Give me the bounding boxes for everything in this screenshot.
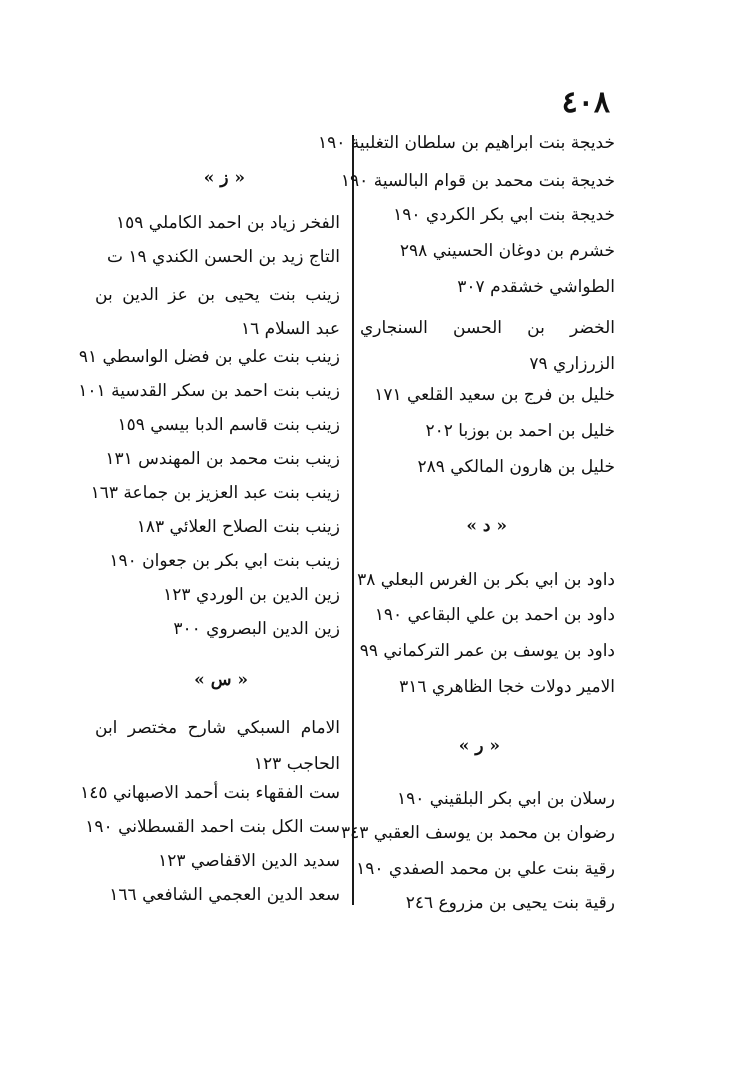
index-entry: رسلان بن ابي بكر البلقيني ١٩٠	[397, 789, 615, 809]
index-entry: داود بن ابي بكر بن الغرس البعلي ٣٨	[357, 570, 615, 590]
index-entry: زينب بنت عبد العزيز بن جماعة ١٦٣	[90, 483, 340, 503]
column-divider	[352, 135, 354, 905]
letter-heading-sin: « س »	[194, 670, 248, 690]
index-entry: زين الدين بن الوردي ١٢٣	[163, 585, 340, 605]
index-entry: داود بن يوسف بن عمر التركماني ٩٩	[359, 641, 615, 661]
index-entry: زينب بنت قاسم الدبا بيسي ١٥٩	[117, 415, 340, 435]
index-entry: زينب بنت يحيى بن عز الدين بن عبد السلام ١٦	[95, 285, 340, 339]
index-entry: خديجة بنت ابي بكر الكردي ١٩٠	[393, 205, 615, 225]
index-entry: خشرم بن دوغان الحسيني ٢٩٨	[399, 241, 615, 261]
index-entry: الخضر بن الحسن السنجاري الزرزاري ٧٩	[360, 318, 615, 374]
index-entry: خليل بن احمد بن بوزبا ٢٠٢	[425, 421, 615, 441]
index-entry: الفخر زياد بن احمد الكاملي ١٥٩	[115, 213, 340, 233]
index-entry: الطواشي خشقدم ٣٠٧	[457, 277, 615, 297]
index-entry: ست الفقهاء بنت أحمد الاصبهاني ١٤٥	[80, 783, 340, 803]
index-entry: داود بن احمد بن علي البقاعي ١٩٠	[374, 605, 615, 625]
index-entry: خديجة بنت محمد بن قوام البالسية ١٩٠	[340, 171, 615, 191]
index-entry: زينب بنت ابي بكر بن جعوان ١٩٠	[109, 551, 340, 571]
index-entry: زينب بنت محمد بن المهندس ١٣١	[105, 449, 340, 469]
letter-heading-dal: « د »	[466, 516, 507, 536]
index-entry: رقية بنت يحيى بن مزروع ٢٤٦	[405, 893, 615, 913]
letter-heading-ra: « ر »	[458, 736, 500, 756]
page-number: ٤٠٨	[561, 85, 610, 120]
letter-heading-zay: « ز »	[203, 168, 245, 188]
index-entry: رضوان بن محمد بن يوسف العقبي ٣٤٣	[341, 823, 615, 843]
index-entry: زينب بنت علي بن فضل الواسطي ٩١	[78, 347, 340, 367]
index-entry: سعد الدين العجمي الشافعي ١٦٦	[109, 885, 340, 905]
index-entry: ست الكل بنت احمد القسطلاني ١٩٠	[85, 817, 340, 837]
index-entry: سديد الدين الاقفاصي ١٢٣	[158, 851, 340, 871]
index-entry: التاج زيد بن الحسن الكندي ١٩ ت	[106, 247, 340, 267]
index-entry: خديجة بنت ابراهيم بن سلطان التغلبية ١٩٠	[318, 133, 615, 153]
index-entry: زين الدين البصروي ٣٠٠	[173, 619, 340, 639]
index-entry: زينب بنت احمد بن سكر القدسية ١٠١	[78, 381, 340, 401]
index-entry: رقية بنت علي بن محمد الصفدي ١٩٠	[356, 859, 615, 879]
index-entry: خليل بن هارون المالكي ٢٨٩	[417, 457, 615, 477]
index-entry: زينب بنت الصلاح العلائي ١٨٣	[136, 517, 340, 537]
index-entry: خليل بن فرج بن سعيد القلعي ١٧١	[374, 385, 615, 405]
index-entry: الامير دولات خجا الظاهري ٣١٦	[399, 677, 615, 697]
index-entry: الامام السبكي شارح مختصر ابن الحاجب ١٢٣	[95, 718, 340, 774]
